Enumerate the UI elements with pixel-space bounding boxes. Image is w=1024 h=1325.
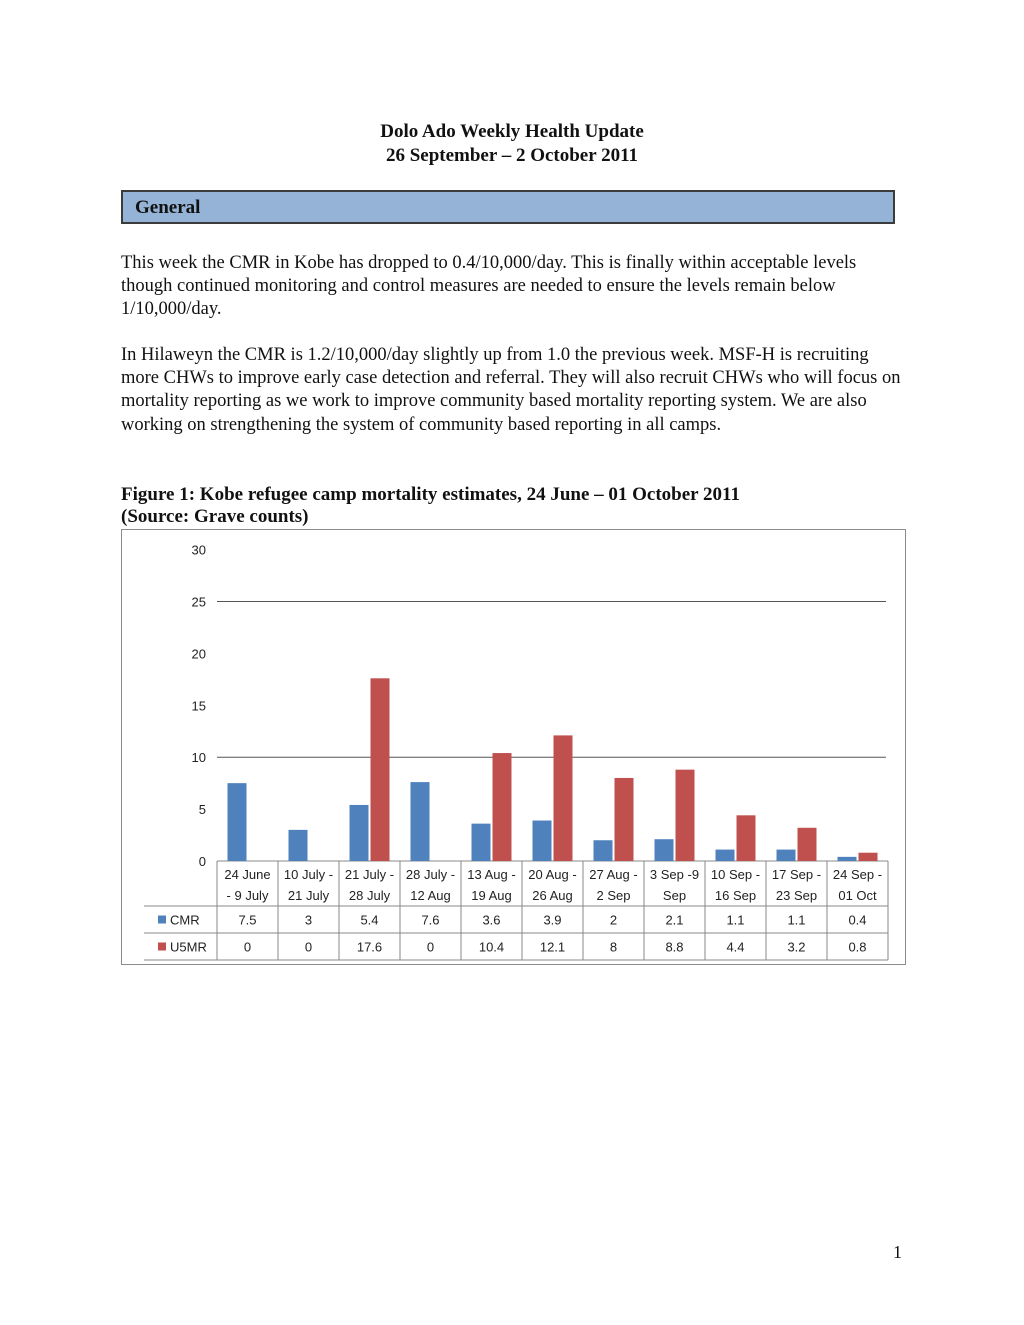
x-tick-label: 28 July - (405, 867, 456, 882)
x-tick-label: 13 Aug - (467, 867, 516, 882)
x-tick-label: Sep (662, 888, 687, 903)
data-label-u5mr: 8.8 (665, 939, 684, 955)
y-tick-label: 5 (198, 802, 206, 818)
data-label-cmr: 3 (304, 912, 313, 928)
x-tick-label: 21 July - (344, 867, 395, 882)
paragraph-hilaweyn-cmr: In Hilaweyn the CMR is 1.2/10,000/day slightly up from 1.0 the previous week. MSF-H is recruiting more CHWs to improve early case detection and referral. They will also recruit CHWs who will focus on mortality reporting as we work to improve community based mortality reporting system. We are also working on strengthening the system of community based reporting in all camps. (121, 345, 901, 435)
y-tick-label: 20 (191, 646, 206, 662)
data-label-cmr: 2 (609, 912, 618, 928)
x-tick-label: 24 Sep - (832, 867, 883, 882)
figure-caption-title: Figure 1: Kobe refugee camp mortality estimates, 24 June – 01 October 2011 (121, 484, 740, 505)
data-label-u5mr: 0.8 (848, 939, 867, 955)
legend-label-u5mr: U5MR (170, 939, 207, 955)
data-label-cmr: 7.5 (238, 912, 257, 928)
bar-u5mr (371, 678, 390, 861)
bar-cmr (350, 805, 369, 861)
legend-label-cmr: CMR (170, 912, 200, 928)
bar-cmr (289, 830, 308, 861)
x-tick-label: 20 Aug - (528, 867, 577, 882)
page-number: 1 (893, 1242, 902, 1262)
y-tick-label: 0 (198, 854, 206, 869)
y-tick-label: 30 (191, 542, 206, 558)
data-label-u5mr: 0 (243, 939, 252, 955)
bar-cmr (716, 850, 735, 861)
x-tick-label: 26 Aug (532, 888, 573, 903)
document-date-range: 26 September – 2 October 2011 (385, 145, 639, 166)
bar-cmr (777, 850, 796, 861)
x-tick-label: 10 Sep - (710, 867, 761, 882)
x-tick-label: 21 July (287, 888, 330, 903)
x-tick-label: 16 Sep (714, 888, 757, 903)
bar-u5mr (615, 778, 634, 861)
data-label-cmr: 3.9 (543, 912, 562, 928)
x-tick-label: 3 Sep -9 (649, 867, 700, 882)
data-label-u5mr: 8 (609, 939, 618, 955)
section-header-label: General (135, 197, 201, 218)
data-label-u5mr: 4.4 (726, 939, 745, 955)
x-tick-label: 24 June (224, 867, 271, 882)
document-title: Dolo Ado Weekly Health Update (380, 121, 644, 142)
paragraph-kobe-cmr: This week the CMR in Kobe has dropped to 0.4/10,000/day. This is finally within acceptable levels though continued monitoring and control measures are needed to ensure the levels remain below 1/10,000/day. (121, 253, 857, 320)
bar-u5mr (859, 853, 878, 861)
bar-cmr (411, 782, 430, 861)
section-header-general (121, 190, 895, 224)
bar-cmr (655, 839, 674, 861)
data-label-u5mr: 0 (304, 939, 313, 955)
data-label-cmr: 7.6 (421, 912, 440, 928)
data-label-cmr: 5.4 (360, 912, 379, 928)
x-tick-label: 10 July - (283, 867, 334, 882)
legend-swatch-cmr (158, 916, 166, 924)
data-label-cmr: 3.6 (482, 912, 501, 928)
x-tick-label: 12 Aug (410, 888, 451, 903)
data-label-cmr: 2.1 (665, 912, 684, 928)
figure-caption (121, 484, 740, 528)
x-tick-label: 28 July (348, 888, 391, 903)
data-label-cmr: 1.1 (787, 912, 806, 928)
mortality-chart (121, 529, 906, 965)
x-tick-label: 2 Sep (596, 888, 631, 903)
x-tick-label: 01 Oct (838, 888, 877, 903)
data-label-cmr: 1.1 (726, 912, 745, 928)
bar-cmr (838, 857, 857, 861)
bar-cmr (594, 840, 613, 861)
bar-u5mr (737, 815, 756, 861)
bar-u5mr (554, 735, 573, 861)
bar-cmr (472, 824, 491, 861)
y-tick-label: 25 (191, 594, 206, 610)
figure-caption-source: (Source: Grave counts) (121, 506, 309, 527)
data-label-u5mr: 3.2 (787, 939, 806, 955)
data-label-u5mr: 0 (426, 939, 435, 955)
x-tick-label: - 9 July (226, 888, 269, 903)
x-tick-label: 23 Sep (775, 888, 818, 903)
y-tick-label: 15 (191, 698, 206, 714)
legend-swatch-u5mr (158, 943, 166, 951)
bar-cmr (533, 821, 552, 861)
x-tick-label: 27 Aug - (589, 867, 638, 882)
x-tick-label: 17 Sep - (771, 867, 822, 882)
bar-u5mr (493, 753, 512, 861)
y-tick-label: 10 (191, 750, 206, 766)
bar-u5mr (676, 770, 695, 861)
data-label-cmr: 0.4 (848, 912, 867, 928)
bar-cmr (228, 783, 247, 861)
x-tick-label: 19 Aug (471, 888, 512, 903)
bar-u5mr (798, 828, 817, 861)
data-label-u5mr: 12.1 (539, 939, 566, 955)
data-label-u5mr: 10.4 (478, 939, 505, 955)
data-label-u5mr: 17.6 (356, 939, 383, 955)
mortality-chart-svg (122, 530, 907, 966)
